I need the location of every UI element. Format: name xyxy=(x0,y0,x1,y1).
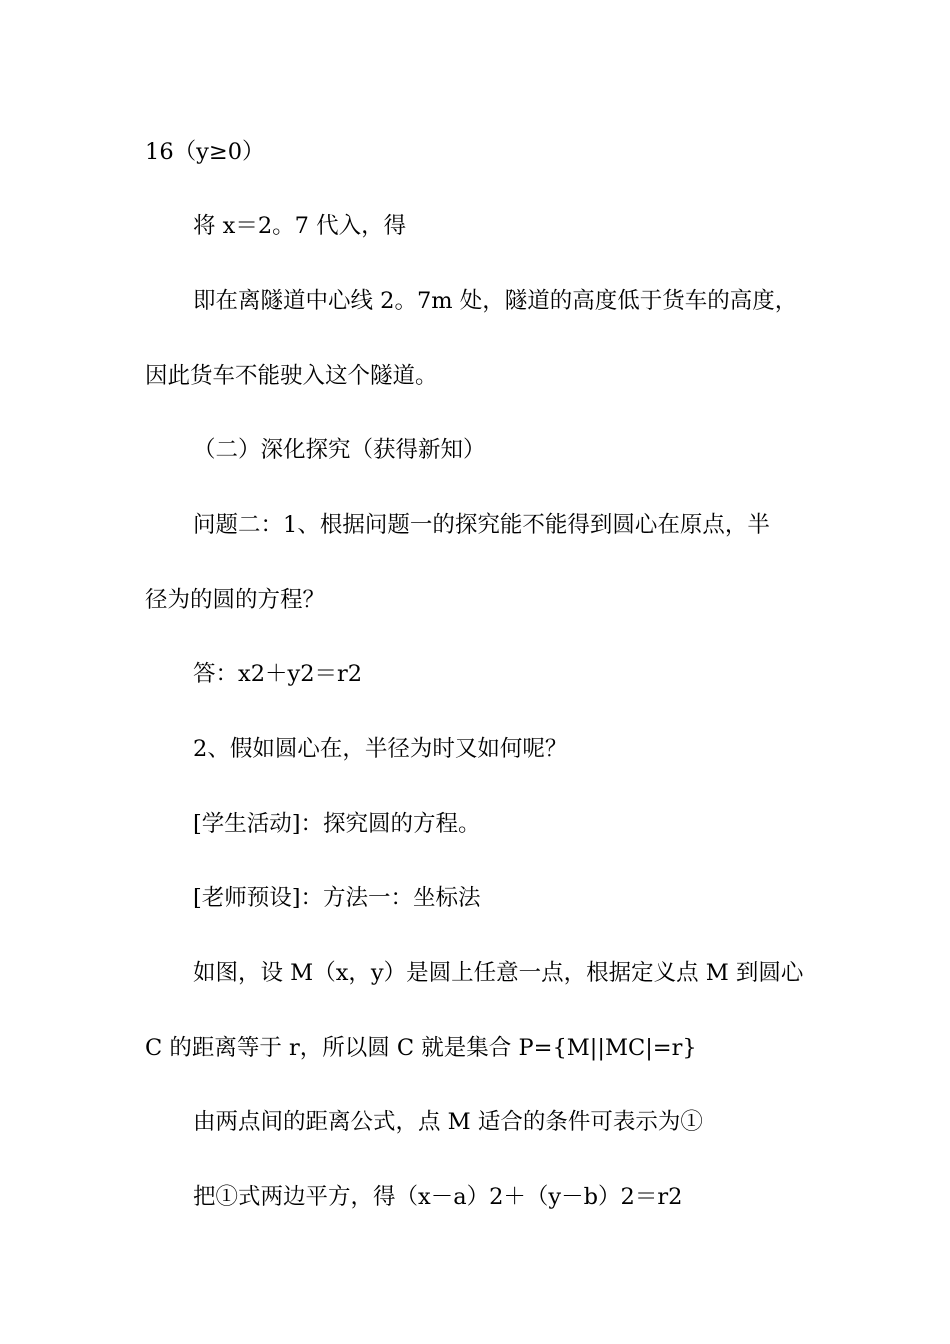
text-line-2: 将 x＝2。7 代入，得 xyxy=(193,213,407,239)
text-line-8: 答：x2＋y2＝r2 xyxy=(193,661,363,687)
text-line-14: 由两点间的距离公式，点 M 适合的条件可表示为① xyxy=(193,1109,703,1135)
text-line-9: 2、假如圆心在，半径为时又如何呢？ xyxy=(193,736,568,762)
text-line-11: [老师预设]：方法一：坐标法 xyxy=(193,885,481,911)
text-line-7: 径为的圆的方程？ xyxy=(145,587,326,613)
text-line-4: 因此货车不能驶入这个隧道。 xyxy=(145,363,438,389)
text-line-3: 即在离隧道中心线 2。7m 处，隧道的高度低于货车的高度， xyxy=(193,288,798,314)
section-heading: （二）深化探究（获得新知） xyxy=(193,437,486,463)
text-line-13: C 的距离等于 r，所以圆 C 就是集合 P={M||MC|=r} xyxy=(145,1035,697,1061)
text-line-6: 问题二：1、根据问题一的探究能不能得到圆心在原点，半 xyxy=(193,512,770,538)
text-line-15: 把①式两边平方，得（x－a）2＋（y－b）2＝r2 xyxy=(193,1184,683,1210)
text-line-12: 如图，设 M（x，y）是圆上任意一点，根据定义点 M 到圆心 xyxy=(193,960,804,986)
text-line-10: [学生活动]：探究圆的方程。 xyxy=(193,811,481,837)
text-line-1: 16（y≥0） xyxy=(145,139,265,165)
